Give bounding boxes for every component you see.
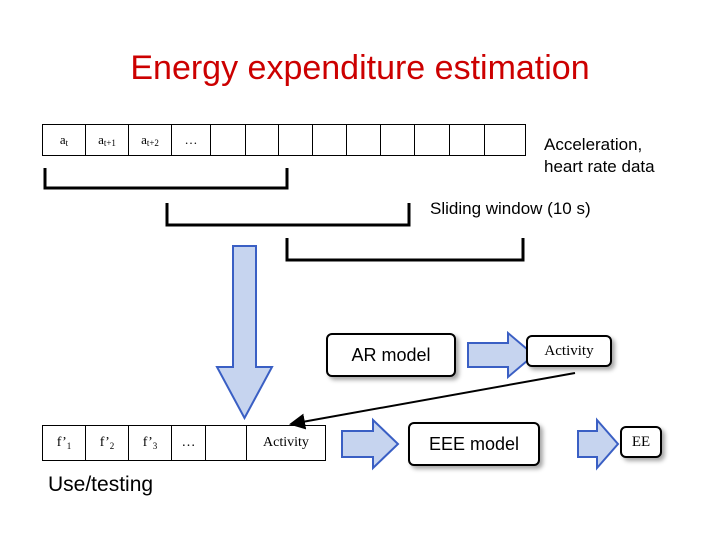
input-data-label-line2: heart rate data: [544, 157, 655, 176]
eee-model-label: EEE model: [428, 433, 520, 454]
use-testing-label: Use/testing: [48, 473, 154, 496]
sliding-window-bracket-3: [287, 238, 523, 260]
ar-to-activity-arrow: [468, 333, 534, 377]
activity-output-label: Activity: [544, 342, 594, 359]
input-data-label-line1: Acceleration,: [544, 135, 643, 154]
sliding-window-bracket-1: [45, 168, 287, 188]
feature-cell-f2: f’ 2: [85, 425, 129, 461]
eee-to-ee-arrow: [578, 420, 618, 468]
feature-cell-empty: [205, 425, 247, 461]
ar-model-box: [326, 333, 456, 377]
input-cell-ellipsis: …: [171, 124, 211, 156]
ar-model-label: AR model: [351, 344, 431, 365]
ee-output-box: [620, 426, 662, 458]
feature-cell-ellipsis: …: [171, 425, 206, 461]
input-cell-at2: a t+2: [128, 124, 172, 156]
sliding-window-label: Sliding window (10 s): [430, 199, 591, 218]
input-cell-at: a t: [42, 124, 86, 156]
sliding-window-bracket-2: [167, 203, 409, 225]
activity-to-eee-arrow: [342, 420, 398, 468]
input-cell-at1: a t+1: [85, 124, 129, 156]
eee-model-box: [408, 422, 540, 466]
activity-output-box: [526, 335, 612, 367]
feature-cell-f3: f’ 3: [128, 425, 172, 461]
feature-cell-f1: f’ 1: [42, 425, 86, 461]
ee-output-label: EE: [631, 433, 651, 450]
down-arrow: [217, 246, 272, 418]
diagram-title: Energy expenditure estimation: [130, 49, 590, 87]
activity-feedback-arrow: [291, 373, 575, 424]
feature-cell-activity: Activity: [246, 425, 326, 461]
